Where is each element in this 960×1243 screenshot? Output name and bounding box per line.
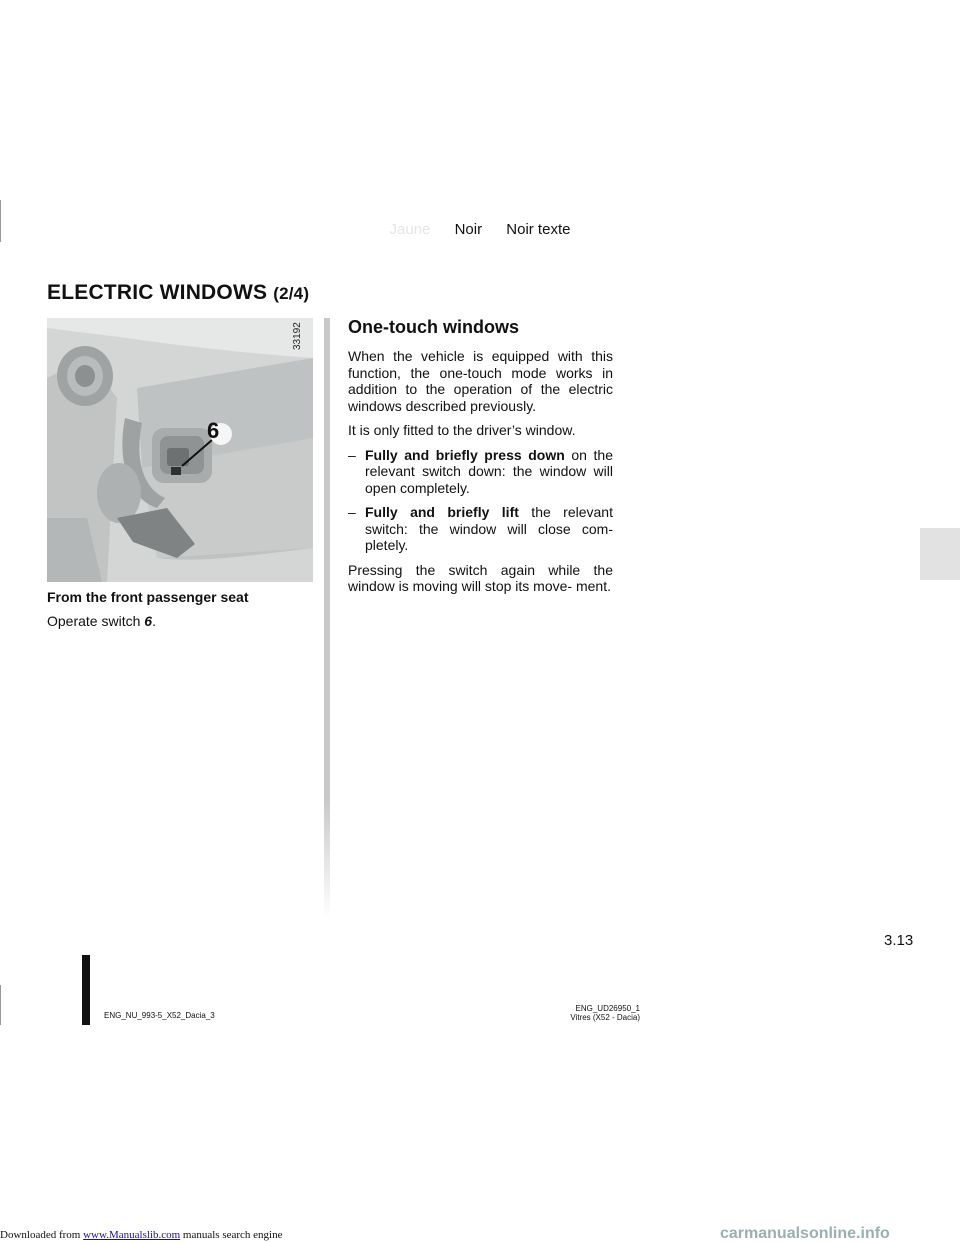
one-touch-section [348, 316, 613, 603]
list-item-open-text: on the relevant switch down: the window will open completely. [365, 446, 613, 496]
list-item-open-bold: Fully and briefly press down [365, 446, 565, 463]
page-number: 3.13 [884, 932, 914, 949]
caption-text [47, 613, 156, 629]
list-item-close-text: the relevant switch: the window will close com- pletely. [365, 504, 613, 553]
download-suffix: manuals search engine [180, 1229, 283, 1241]
reference-line-1: ENG_UD26950_1 [575, 1004, 640, 1013]
doc-code: ENG_NU_993-5_X52_Dacia_3 [104, 1011, 215, 1020]
download-prefix: Downloaded from [0, 1229, 84, 1241]
list-item-open [348, 447, 613, 497]
crop-mark-bottom [0, 985, 1, 1025]
manualslib-link[interactable]: www.Manualslib.com [83, 1229, 181, 1241]
color-label-noir-texte: Noir texte [506, 221, 571, 238]
reference-line-2: Vitres (X52 - Dacia) [570, 1013, 640, 1022]
site-watermark: carmanualsonline.info [720, 1225, 890, 1242]
caption-title: From the front passenger seat [47, 589, 249, 605]
door-panel-illustration [47, 318, 313, 582]
caption-text-suffix: . [152, 613, 156, 629]
list-dash: – [348, 446, 356, 463]
page-title [47, 281, 309, 305]
download-notice [0, 1229, 282, 1241]
page-title-main: ELECTRIC WINDOWS [47, 281, 268, 304]
chapter-tab [920, 528, 960, 580]
page-title-part: (2/4) [273, 284, 310, 303]
paragraph-fitted: It is only fitted to the driver’s window. [348, 422, 576, 438]
color-label-noir: Noir [454, 221, 483, 238]
color-label-jaune: Jaune [389, 221, 431, 238]
print-color-header [0, 221, 960, 238]
list-item-close-bold: Fully and briefly lift [365, 504, 519, 520]
switch-callout-number: 6 [207, 418, 220, 443]
paragraph-stop: Pressing the switch again while the window is moving will stop its move- ment. [348, 561, 613, 594]
section-heading: One-touch windows [348, 317, 519, 337]
photo-reference-code: 33192 [292, 322, 303, 350]
column-divider [324, 318, 330, 918]
caption-text-prefix: Operate switch [47, 613, 145, 629]
door-switch-photo [47, 318, 313, 582]
list-dash: – [348, 504, 356, 520]
reference-block [500, 1004, 640, 1022]
footer-bar [82, 955, 90, 1025]
paragraph-intro: When the vehicle is equipped with this function, the one-touch mode works in addition to the operation of the electric windows described previously. [348, 348, 613, 414]
switch-reference: 6 [144, 613, 153, 629]
list-item-close [348, 504, 613, 554]
